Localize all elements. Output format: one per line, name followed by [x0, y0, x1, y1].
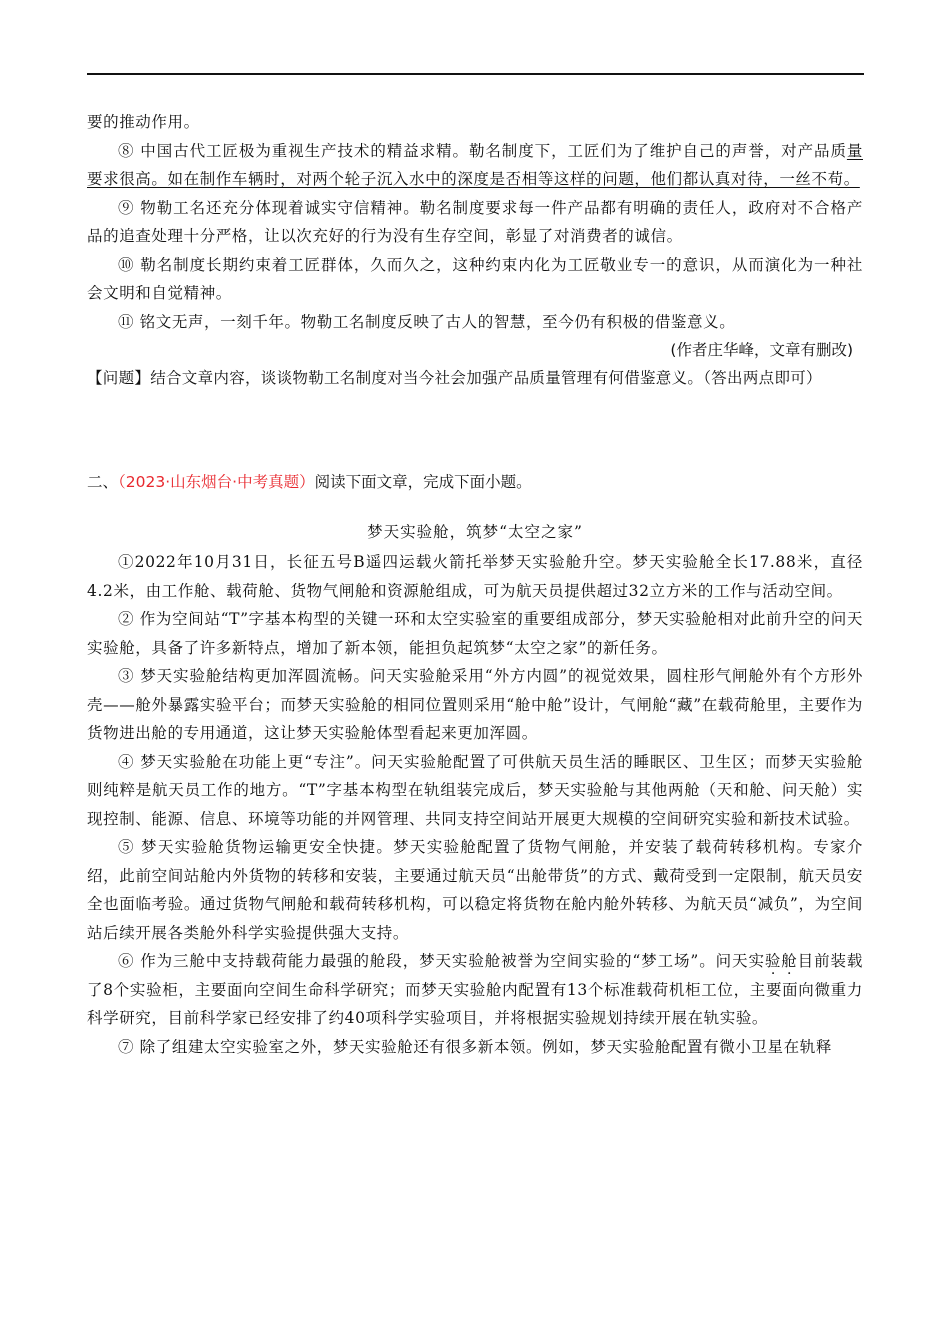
question-text: 【问题】结合文章内容，谈谈物勒工名制度对当今社会加强产品质量管理有何借鉴意义。（答出两点即可） — [87, 369, 822, 387]
article-paragraph-1: ①2022年10月31日，长征五号B遥四运载火箭托举梦天实验舱升空。梦天实验舱全长17.88米，直径4.2米，由工作舱、载荷舱、货物气闸舱和资源舱组成，可为航天员提供超过32立方米的工作与活动空间。 — [87, 553, 863, 600]
emphasis-dot-char: 主 — [749, 980, 766, 999]
source-tag: （2023·山东烟台·中考真题） — [118, 473, 315, 491]
article-paragraph-7: ⑦ 除了组建太空实验室之外，梦天实验舱还有很多新本领。例如，梦天实验舱配置有微小卫星在轨释 — [118, 1037, 832, 1056]
article-title: 梦天实验舱，筑梦“太空之家” — [367, 523, 583, 541]
document-page — [87, 108, 863, 1061]
paragraph-11: ⑪ 铭文无声，一刻千年。物勒工名制度反映了古人的智慧，至今仍有积极的借鉴意义。 — [118, 312, 736, 331]
paragraph-8: ⑧ 中国古代工匠极为重视生产技术的精益求精。勒名制度下，工匠们为了维护自己的声誉，对产品质量要求很高。如在制作车辆时，对两个轮子沉入水中的深度是否相等这样的问题，他们都认真对待，一丝不苟。 — [87, 141, 863, 188]
paragraph-9: ⑨ 物勒工名还充分体现着诚实守信精神。勒名制度要求每一件产品都有明确的责任人，政府对不合格产品的追查处理十分严格，让以次充好的行为没有生存空间，彰显了对消费者的诚信。 — [87, 198, 863, 245]
article-paragraph-4: ④ 梦天实验舱在功能上更“专注”。问天实验舱配置了可供航天员生活的睡眠区、卫生区；而梦天实验舱则纯粹是航天员工作的地方。“T”字基本构型在轨组装完成后，梦天实验舱与其他两舱（天和舱、问天舱）实现控制、能源、信息、环境等功能的并网管理、共同支持空间站开展更大规模的空间研究实验和新技术试验。 — [87, 752, 863, 828]
header-rule — [87, 73, 864, 75]
emphasis-dot-char: 要 — [765, 980, 783, 999]
article-paragraph-5: ⑤ 梦天实验舱货物运输更安全快捷。梦天实验舱配置了货物气闸舱，并安装了载荷转移机构。专家介绍，此前空间站舱内外货物的转移和安装，主要通过航天员“出舱带货”的方式、戴荷受到一定限制，航天员安全也面临考验。通过货物气闸舱和载荷转移机构，可以稳定将货物在舱内舱外转移、为航天员“减负”，为空间站后续开展各类舱外科学实验提供强大支持。 — [87, 838, 863, 942]
article-paragraph-2: ② 作为空间站“T”字基本构型的关键一环和太空实验室的重要组成部分，梦天实验舱相对此前升空的问天实验舱，具备了许多新特点，增加了新本领，能担负起筑梦“太空之家”的新任务。 — [87, 610, 863, 657]
paragraph-10: ⑩ 勒名制度长期约束着工匠群体，久而久之，这种约束内化为工匠敬业专一的意识，从而演化为一种社会文明和自觉精神。 — [87, 255, 863, 302]
author-note: (作者庄华峰，文章有删改) — [670, 341, 853, 359]
section-heading: 二、（2023·山东烟台·中考真题）阅读下面文章，完成下面小题。 — [87, 473, 532, 491]
paragraph-continuation: 要的推动作用。 — [87, 113, 200, 131]
article-paragraph-3: ③ 梦天实验舱结构更加浑圆流畅。问天实验舱采用“外方内圆”的视觉效果，圆柱形气闸舱外有个方形外壳——舱外暴露实验平台；而梦天实验舱的相同位置则采用“舱中舱”设计，气闸舱“藏”在载荷舱里，主要作为货物进出舱的专用通道，这让梦天实验舱体型看起来更加浑圆。 — [87, 667, 863, 742]
article-paragraph-6: ⑥ 作为三舱中支持载荷能力最强的舱段，梦天实验舱被誉为空间实验的“梦工场”。问天实验舱目前装载了8个实验柜，主要面向空间生命科学研究；而梦天实验舱内配置有13个标准载荷机柜工位，主要面向微重力科学研究，目前科学家已经安排了约40项科学实验项目，并将根据实验规划持续开展在轨实验。 — [87, 952, 863, 1027]
underlined-sentence: 如在制作车辆时，对两个轮子沉入水中的深度是否相等这样的问题，他们都认真对待，一丝不苟。 — [167, 170, 860, 188]
